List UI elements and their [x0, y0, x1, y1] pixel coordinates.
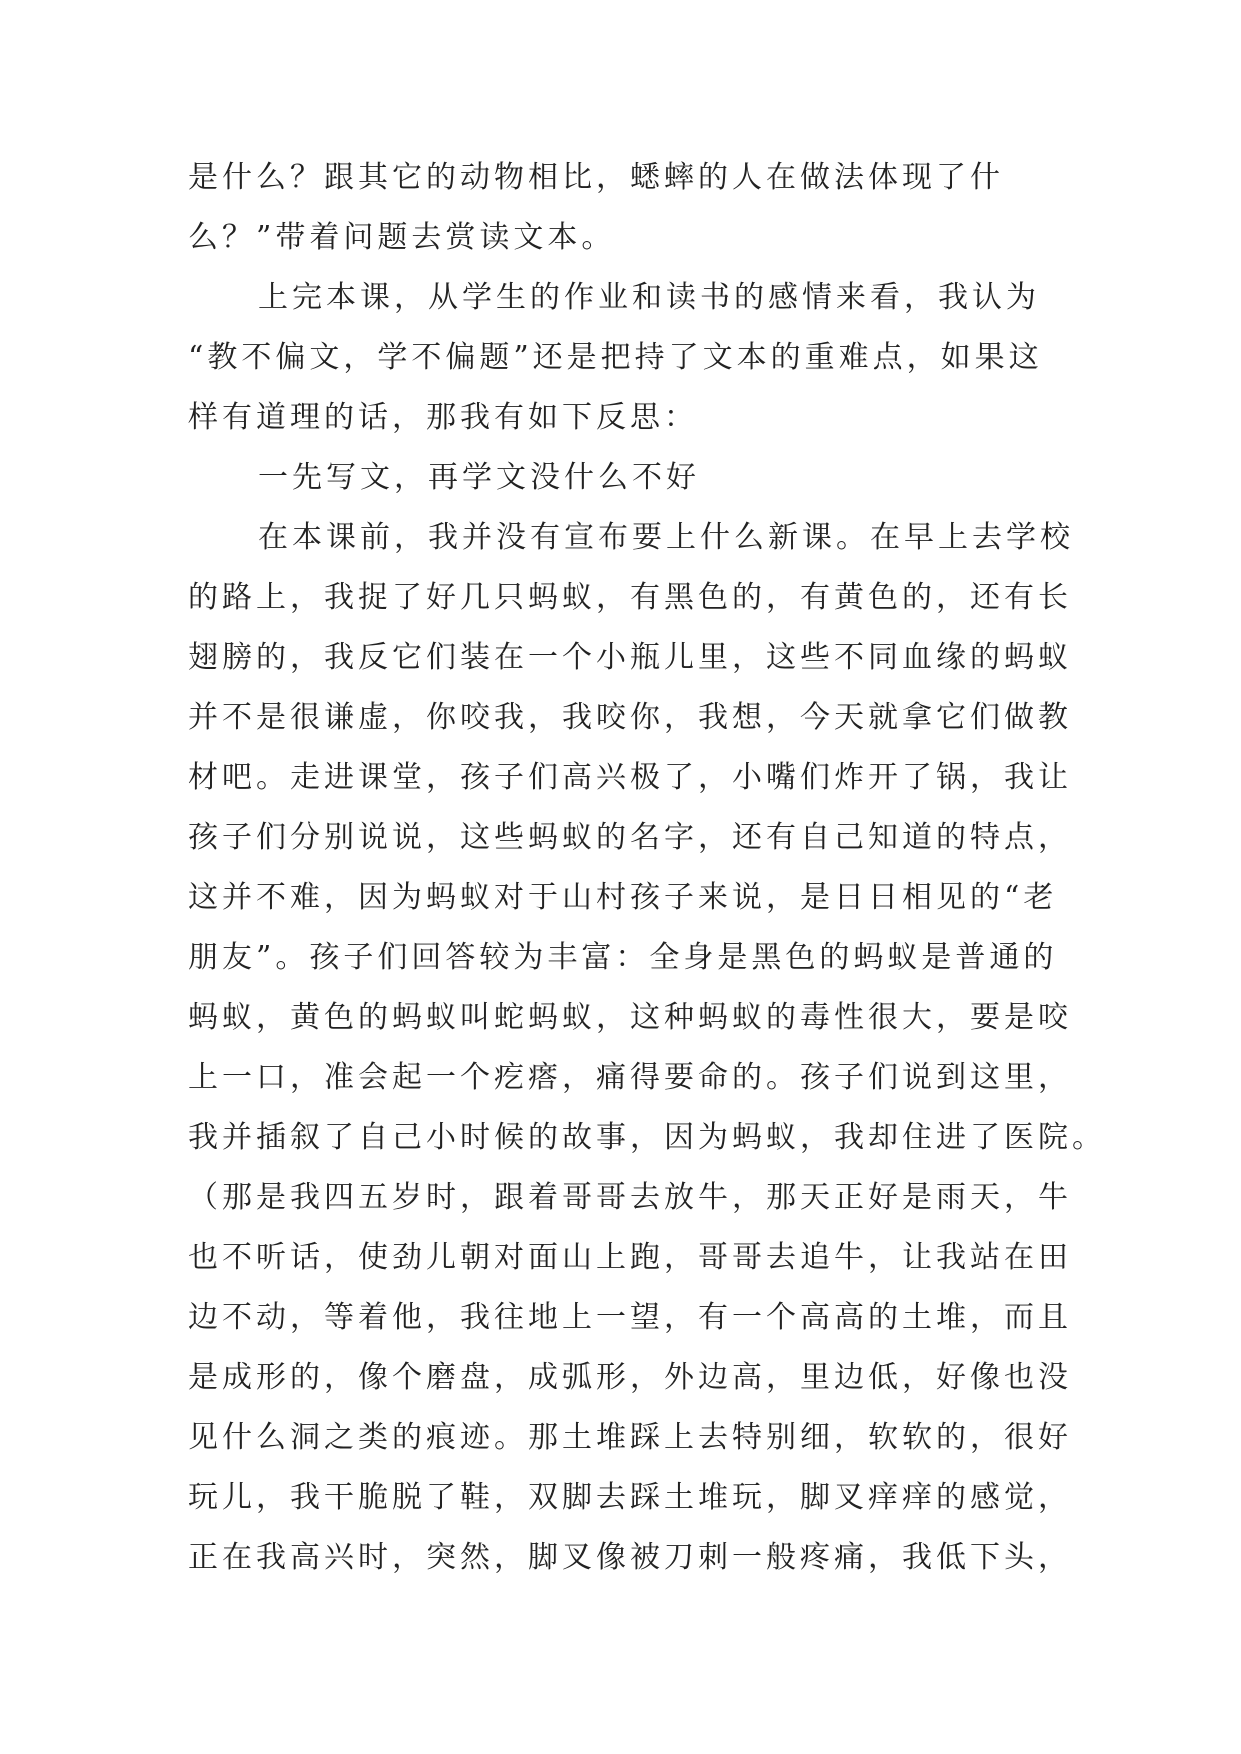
body-text [188, 148, 1106, 1588]
text-line: 并不是很谦虚，你咬我，我咬你，我想，今天就拿它们做教 [188, 700, 1072, 735]
text-line: 是什么？跟其它的动物相比，蟋蟀的人在做法体现了什 [188, 160, 1004, 195]
text-line: 么？”带着问题去赏读文本。 [188, 220, 616, 255]
text-line: 这并不难，因为蚂蚁对于山村孩子来说，是日日相见的“老 [188, 880, 1058, 915]
text-line: 朋友”。孩子们回答较为丰富：全身是黑色的蚂蚁是普通的 [188, 940, 1058, 975]
text-line: 也不听话，使劲儿朝对面山上跑，哥哥去追牛，让我站在田 [188, 1240, 1072, 1275]
text-line: 孩子们分别说说，这些蚂蚁的名字，还有自己知道的特点， [188, 820, 1072, 855]
text-line: 翅膀的，我反它们装在一个小瓶儿里，这些不同血缘的蚂蚁 [188, 640, 1072, 675]
text-line: 在本课前，我并没有宣布要上什么新课。在早上去学校 [258, 520, 1074, 555]
text-line: 一先写文，再学文没什么不好 [258, 460, 700, 495]
text-line: 我并插叙了自己小时候的故事，因为蚂蚁，我却住进了医院。 [188, 1120, 1106, 1155]
text-line: （那是我四五岁时，跟着哥哥去放牛，那天正好是雨天，牛 [188, 1180, 1072, 1215]
text-line: 材吧。走进课堂，孩子们高兴极了，小嘴们炸开了锅，我让 [188, 760, 1072, 795]
text-line: 上完本课，从学生的作业和读书的感情来看，我认为 [258, 280, 1040, 315]
text-line: 玩儿，我干脆脱了鞋，双脚去踩土堆玩，脚叉痒痒的感觉， [188, 1480, 1072, 1515]
text-line: 上一口，准会起一个疙瘩，痛得要命的。孩子们说到这里， [188, 1060, 1072, 1095]
text-line: 正在我高兴时，突然，脚叉像被刀刺一般疼痛，我低下头， [188, 1540, 1072, 1575]
text-line: 见什么洞之类的痕迹。那土堆踩上去特别细，软软的，很好 [188, 1420, 1072, 1455]
text-line: 蚂蚁，黄色的蚂蚁叫蛇蚂蚁，这种蚂蚁的毒性很大，要是咬 [188, 1000, 1072, 1035]
text-line: 的路上，我捉了好几只蚂蚁，有黑色的，有黄色的，还有长 [188, 580, 1072, 615]
text-line: “教不偏文，学不偏题”还是把持了文本的重难点，如果这 [188, 340, 1043, 375]
text-line: 样有道理的话，那我有如下反思： [188, 400, 698, 435]
text-line: 边不动，等着他，我往地上一望，有一个高高的土堆，而且 [188, 1300, 1072, 1335]
text-line: 是成形的，像个磨盘，成弧形，外边高，里边低，好像也没 [188, 1360, 1072, 1395]
